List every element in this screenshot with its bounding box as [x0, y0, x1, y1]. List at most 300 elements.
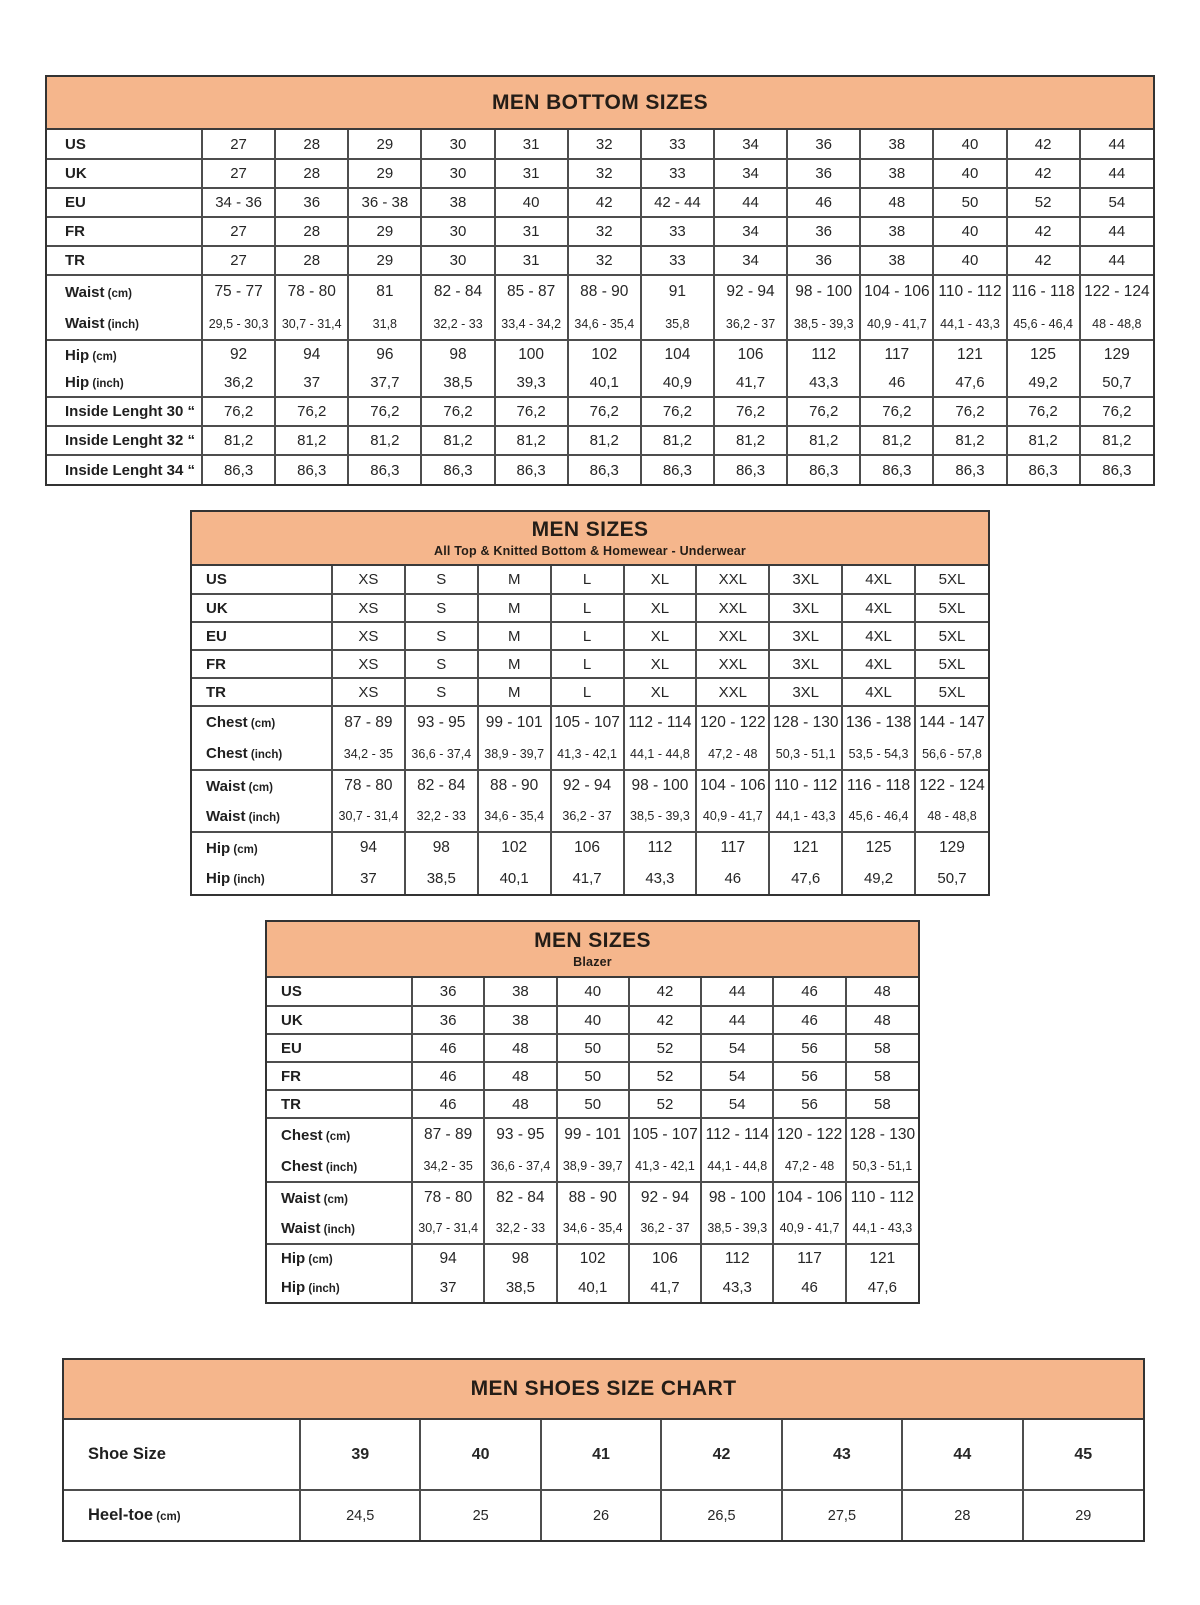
row-label-unit: (cm) [305, 1254, 333, 1266]
value-cell: 42 [661, 1420, 781, 1490]
row-label-text: Waist [65, 283, 105, 301]
value-cell: 36 [787, 217, 860, 246]
value-cell: 105 - 107 [551, 706, 624, 738]
value-cell: 120 - 122 [773, 1118, 845, 1151]
value-cell: 40,9 [641, 369, 714, 397]
value-cell: 49,2 [1007, 369, 1080, 397]
row-label [267, 1118, 412, 1151]
value-cell: 38,9 - 39,7 [478, 738, 551, 770]
men-bottom-sizes-table [45, 75, 1155, 486]
value-cell: 98 [484, 1244, 556, 1272]
row-label-text: EU [206, 627, 227, 645]
row-label [267, 1062, 412, 1090]
value-cell: 99 - 101 [557, 1118, 629, 1151]
value-cell: 36,2 [202, 369, 275, 397]
value-cell: 32 [568, 217, 641, 246]
value-cell: M [478, 678, 551, 706]
size-grid [47, 130, 1153, 484]
value-cell: 37,7 [348, 369, 421, 397]
value-cell: 121 [933, 340, 1006, 369]
value-cell: 87 - 89 [332, 706, 405, 738]
value-cell: 104 - 106 [860, 275, 933, 308]
value-cell: 46 [412, 1062, 484, 1090]
value-cell: 47,6 [933, 369, 1006, 397]
value-cell: 29 [348, 217, 421, 246]
value-cell: 29 [348, 246, 421, 275]
value-cell: 86,3 [348, 455, 421, 484]
row-label [64, 1490, 300, 1540]
value-cell: 4XL [842, 650, 915, 678]
value-cell: 5XL [915, 566, 988, 594]
value-cell: 86,3 [714, 455, 787, 484]
value-cell: 85 - 87 [495, 275, 568, 308]
value-cell: 58 [846, 1062, 918, 1090]
value-cell: S [405, 622, 478, 650]
row-label-text: Waist [65, 315, 105, 332]
value-cell: 144 - 147 [915, 706, 988, 738]
value-cell: 56,6 - 57,8 [915, 738, 988, 770]
row-label [192, 770, 332, 801]
value-cell: 86,3 [787, 455, 860, 484]
row-label-text: TR [65, 252, 85, 269]
value-cell: 128 - 130 [846, 1118, 918, 1151]
value-cell: 117 [773, 1244, 845, 1272]
value-cell: 3XL [769, 650, 842, 678]
value-cell: 43,3 [787, 369, 860, 397]
men-shoes-size-chart-table [62, 1358, 1145, 1542]
value-cell: 32,2 - 33 [421, 308, 494, 340]
row-label [47, 426, 202, 455]
value-cell: 46 [696, 863, 769, 894]
value-cell: 48 [484, 1062, 556, 1090]
row-label-text: Inside Lenght 30 “ [65, 403, 196, 420]
row-label-text: FR [206, 655, 226, 673]
value-cell: 36,2 - 37 [551, 801, 624, 832]
row-label-text: Hip [206, 839, 231, 857]
value-cell: 104 - 106 [696, 770, 769, 801]
value-cell: 91 [641, 275, 714, 308]
row-label-text: Shoe Size [88, 1445, 166, 1463]
row-label [47, 130, 202, 159]
value-cell: 112 - 114 [701, 1118, 773, 1151]
value-cell: 86,3 [1007, 455, 1080, 484]
value-cell: 86,3 [933, 455, 1006, 484]
value-cell: 27 [202, 217, 275, 246]
row-label-unit: (cm) [247, 718, 276, 730]
value-cell: 34 - 36 [202, 188, 275, 217]
value-cell: 38,5 [421, 369, 494, 397]
value-cell: 35,8 [641, 308, 714, 340]
value-cell: 81,2 [568, 426, 641, 455]
value-cell: S [405, 594, 478, 622]
value-cell: 102 [478, 832, 551, 863]
value-cell: 3XL [769, 566, 842, 594]
value-cell: 98 [405, 832, 478, 863]
row-label [192, 678, 332, 706]
value-cell: 34,6 - 35,4 [568, 308, 641, 340]
value-cell: 36 [787, 130, 860, 159]
row-label [47, 455, 202, 484]
value-cell: 34 [714, 159, 787, 188]
value-cell: 40,9 - 41,7 [696, 801, 769, 832]
value-cell: 40 [420, 1420, 540, 1490]
value-cell: 43,3 [624, 863, 697, 894]
value-cell: 28 [275, 130, 348, 159]
row-label [192, 594, 332, 622]
value-cell: 36 [787, 159, 860, 188]
value-cell: 98 [421, 340, 494, 369]
table-title: MEN SIZES [534, 929, 651, 953]
value-cell: XL [624, 650, 697, 678]
value-cell: 41 [541, 1420, 661, 1490]
value-cell: 30 [421, 130, 494, 159]
row-label-text: Waist [281, 1219, 321, 1237]
row-label-unit: (cm) [320, 1193, 348, 1206]
value-cell: 5XL [915, 678, 988, 706]
value-cell: 38,5 [484, 1272, 556, 1302]
row-label-unit: (cm) [104, 287, 132, 300]
value-cell: 32 [568, 130, 641, 159]
value-cell: S [405, 650, 478, 678]
value-cell: 30,7 - 31,4 [412, 1213, 484, 1244]
value-cell: 40,1 [557, 1272, 629, 1302]
value-cell: 76,2 [275, 397, 348, 426]
row-label-unit: (cm) [153, 1511, 181, 1523]
value-cell: 50,3 - 51,1 [769, 738, 842, 770]
row-label-text: Waist [206, 777, 246, 795]
value-cell: 34,6 - 35,4 [478, 801, 551, 832]
value-cell: 36 [275, 188, 348, 217]
value-cell: 47,6 [769, 863, 842, 894]
row-label [47, 217, 202, 246]
row-label-text: Hip [206, 870, 231, 887]
value-cell: 93 - 95 [484, 1118, 556, 1151]
value-cell: 76,2 [714, 397, 787, 426]
value-cell: 76,2 [1007, 397, 1080, 426]
value-cell: S [405, 678, 478, 706]
value-cell: 42 [1007, 217, 1080, 246]
value-cell: 44,1 - 43,3 [769, 801, 842, 832]
row-label-text: US [65, 135, 86, 153]
value-cell: 37 [412, 1272, 484, 1302]
value-cell: 88 - 90 [557, 1182, 629, 1213]
value-cell: 44 [1080, 246, 1153, 275]
value-cell: XL [624, 566, 697, 594]
value-cell: 47,2 - 48 [696, 738, 769, 770]
row-label-text: Hip [281, 1278, 306, 1296]
value-cell: 86,3 [860, 455, 933, 484]
value-cell: 50 [557, 1090, 629, 1118]
value-cell: 122 - 124 [1080, 275, 1153, 308]
value-cell: 48 [484, 1090, 556, 1118]
row-label-text: Chest [206, 714, 248, 731]
row-label [192, 566, 332, 594]
row-label [192, 706, 332, 738]
value-cell: 31,8 [348, 308, 421, 340]
value-cell: 30 [421, 217, 494, 246]
value-cell: 81,2 [202, 426, 275, 455]
row-label [192, 832, 332, 863]
value-cell: 42 [1007, 130, 1080, 159]
value-cell: 36 - 38 [348, 188, 421, 217]
value-cell: 44 [701, 1006, 773, 1034]
value-cell: 46 [412, 1034, 484, 1062]
table-subtitle: Blazer [573, 954, 612, 969]
value-cell: M [478, 622, 551, 650]
value-cell: 48 [846, 978, 918, 1006]
size-grid [267, 978, 918, 1302]
value-cell: 36,6 - 37,4 [484, 1151, 556, 1182]
value-cell: L [551, 566, 624, 594]
value-cell: 39,3 [495, 369, 568, 397]
value-cell: 45,6 - 46,4 [1007, 308, 1080, 340]
value-cell: 3XL [769, 622, 842, 650]
value-cell: 92 - 94 [629, 1182, 701, 1213]
table-header [47, 77, 1153, 130]
table-title: MEN SHOES SIZE CHART [470, 1377, 737, 1401]
value-cell: 81,2 [714, 426, 787, 455]
value-cell: 41,7 [629, 1272, 701, 1302]
value-cell: 32,2 - 33 [484, 1213, 556, 1244]
row-label [267, 1151, 412, 1182]
value-cell: 94 [275, 340, 348, 369]
row-label-unit: (cm) [89, 350, 117, 363]
value-cell: 76,2 [933, 397, 1006, 426]
value-cell: 82 - 84 [421, 275, 494, 308]
value-cell: 41,7 [714, 369, 787, 397]
value-cell: 4XL [842, 566, 915, 594]
value-cell: 81,2 [348, 426, 421, 455]
value-cell: S [405, 566, 478, 594]
value-cell: 36,2 - 37 [629, 1213, 701, 1244]
value-cell: 32 [568, 159, 641, 188]
value-cell: 31 [495, 159, 568, 188]
value-cell: 76,2 [787, 397, 860, 426]
value-cell: 38,5 - 39,3 [701, 1213, 773, 1244]
row-label-text: US [206, 571, 227, 588]
value-cell: 120 - 122 [696, 706, 769, 738]
row-label-unit: (inch) [322, 1161, 358, 1174]
value-cell: 106 [714, 340, 787, 369]
value-cell: 122 - 124 [915, 770, 988, 801]
value-cell: 24,5 [300, 1490, 420, 1540]
row-label-text: UK [65, 165, 87, 182]
value-cell: 40 [933, 130, 1006, 159]
value-cell: XXL [696, 622, 769, 650]
value-cell: 34,2 - 35 [412, 1151, 484, 1182]
value-cell: 25 [420, 1490, 540, 1540]
value-cell: 36,2 - 37 [714, 308, 787, 340]
value-cell: 76,2 [641, 397, 714, 426]
value-cell: 31 [495, 130, 568, 159]
value-cell: 86,3 [568, 455, 641, 484]
value-cell: 102 [557, 1244, 629, 1272]
row-label-text: UK [206, 599, 228, 617]
value-cell: 38,5 - 39,3 [624, 801, 697, 832]
value-cell: 58 [846, 1034, 918, 1062]
row-label-text: TR [206, 683, 226, 701]
value-cell: 40 [933, 159, 1006, 188]
value-cell: 54 [701, 1062, 773, 1090]
value-cell: 47,2 - 48 [773, 1151, 845, 1182]
value-cell: 76,2 [860, 397, 933, 426]
value-cell: 92 [202, 340, 275, 369]
value-cell: 40 [495, 188, 568, 217]
row-label-text: Hip [65, 374, 90, 391]
value-cell: 39 [300, 1420, 420, 1490]
value-cell: 87 - 89 [412, 1118, 484, 1151]
value-cell: 50,7 [1080, 369, 1153, 397]
value-cell: 104 [641, 340, 714, 369]
value-cell: 81 [348, 275, 421, 308]
value-cell: 4XL [842, 678, 915, 706]
value-cell: L [551, 650, 624, 678]
table-title: MEN BOTTOM SIZES [491, 90, 709, 114]
value-cell: 82 - 84 [484, 1182, 556, 1213]
value-cell: 100 [495, 340, 568, 369]
value-cell: 44,1 - 44,8 [624, 738, 697, 770]
value-cell: 98 - 100 [624, 770, 697, 801]
value-cell: 27,5 [782, 1490, 902, 1540]
value-cell: 40 [933, 217, 1006, 246]
value-cell: 106 [629, 1244, 701, 1272]
value-cell: L [551, 622, 624, 650]
row-label-text: Inside Lenght 32 “ [65, 432, 196, 449]
value-cell: XXL [696, 650, 769, 678]
value-cell: 50 [933, 188, 1006, 217]
value-cell: 40 [557, 978, 629, 1006]
row-label [192, 863, 332, 894]
row-label [267, 1213, 412, 1244]
value-cell: 38,9 - 39,7 [557, 1151, 629, 1182]
value-cell: 129 [1080, 340, 1153, 369]
value-cell: 44 [902, 1420, 1022, 1490]
value-cell: 88 - 90 [568, 275, 641, 308]
value-cell: 40 [557, 1006, 629, 1034]
value-cell: 98 - 100 [701, 1182, 773, 1213]
value-cell: 43,3 [701, 1272, 773, 1302]
value-cell: 82 - 84 [405, 770, 478, 801]
row-label-text: TR [281, 1095, 301, 1113]
value-cell: 50 [557, 1034, 629, 1062]
row-label-text: Chest [281, 1126, 323, 1144]
row-label [64, 1420, 300, 1490]
value-cell: 42 [1007, 246, 1080, 275]
value-cell: 86,3 [495, 455, 568, 484]
value-cell: M [478, 650, 551, 678]
row-label [47, 159, 202, 188]
value-cell: 27 [202, 159, 275, 188]
value-cell: 33 [641, 159, 714, 188]
value-cell: 92 - 94 [714, 275, 787, 308]
value-cell: 3XL [769, 678, 842, 706]
row-label [47, 188, 202, 217]
value-cell: 44 [701, 978, 773, 1006]
value-cell: 40,9 - 41,7 [773, 1213, 845, 1244]
value-cell: 38 [860, 217, 933, 246]
value-cell: 48 - 48,8 [915, 801, 988, 832]
value-cell: 116 - 118 [1007, 275, 1080, 308]
row-label-unit: (inch) [104, 319, 139, 331]
value-cell: 29 [348, 159, 421, 188]
value-cell: XS [332, 622, 405, 650]
row-label-text: FR [65, 223, 85, 240]
value-cell: 40 [933, 246, 1006, 275]
value-cell: 121 [769, 832, 842, 863]
value-cell: 125 [842, 832, 915, 863]
value-cell: 76,2 [421, 397, 494, 426]
value-cell: 38 [860, 159, 933, 188]
row-label-unit: (inch) [320, 1223, 355, 1236]
size-grid [64, 1420, 1143, 1540]
value-cell: XS [332, 594, 405, 622]
value-cell: 50,3 - 51,1 [846, 1151, 918, 1182]
row-label [267, 1034, 412, 1062]
value-cell: 106 [551, 832, 624, 863]
table-header [64, 1360, 1143, 1420]
value-cell: 112 [701, 1244, 773, 1272]
value-cell: 43 [782, 1420, 902, 1490]
value-cell: 54 [701, 1090, 773, 1118]
value-cell: 81,2 [641, 426, 714, 455]
value-cell: 38 [860, 246, 933, 275]
value-cell: 45 [1023, 1420, 1143, 1490]
value-cell: 52 [1007, 188, 1080, 217]
value-cell: 34,2 - 35 [332, 738, 405, 770]
value-cell: 54 [1080, 188, 1153, 217]
value-cell: 44,1 - 43,3 [846, 1213, 918, 1244]
value-cell: 41,3 - 42,1 [551, 738, 624, 770]
row-label [267, 1272, 412, 1302]
value-cell: 29 [348, 130, 421, 159]
value-cell: 46 [860, 369, 933, 397]
row-label [267, 1182, 412, 1213]
value-cell: 53,5 - 54,3 [842, 738, 915, 770]
value-cell: 27 [202, 130, 275, 159]
value-cell: 117 [860, 340, 933, 369]
value-cell: 3XL [769, 594, 842, 622]
value-cell: 36 [412, 1006, 484, 1034]
value-cell: 5XL [915, 594, 988, 622]
row-label [192, 650, 332, 678]
value-cell: 28 [275, 159, 348, 188]
value-cell: 46 [773, 978, 845, 1006]
value-cell: 5XL [915, 622, 988, 650]
value-cell: 81,2 [860, 426, 933, 455]
value-cell: 48 - 48,8 [1080, 308, 1153, 340]
value-cell: 81,2 [275, 426, 348, 455]
value-cell: 76,2 [202, 397, 275, 426]
value-cell: 33,4 - 34,2 [495, 308, 568, 340]
row-label-text: Waist [206, 807, 246, 825]
value-cell: 50,7 [915, 863, 988, 894]
value-cell: 52 [629, 1090, 701, 1118]
value-cell: M [478, 594, 551, 622]
value-cell: 38 [484, 978, 556, 1006]
value-cell: 50 [557, 1062, 629, 1090]
value-cell: 56 [773, 1062, 845, 1090]
value-cell: 34 [714, 130, 787, 159]
value-cell: 121 [846, 1244, 918, 1272]
value-cell: 46 [773, 1006, 845, 1034]
value-cell: 76,2 [348, 397, 421, 426]
value-cell: 136 - 138 [842, 706, 915, 738]
value-cell: 44,1 - 43,3 [933, 308, 1006, 340]
value-cell: 44 [1080, 217, 1153, 246]
value-cell: 86,3 [641, 455, 714, 484]
value-cell: 78 - 80 [275, 275, 348, 308]
value-cell: 32 [568, 246, 641, 275]
